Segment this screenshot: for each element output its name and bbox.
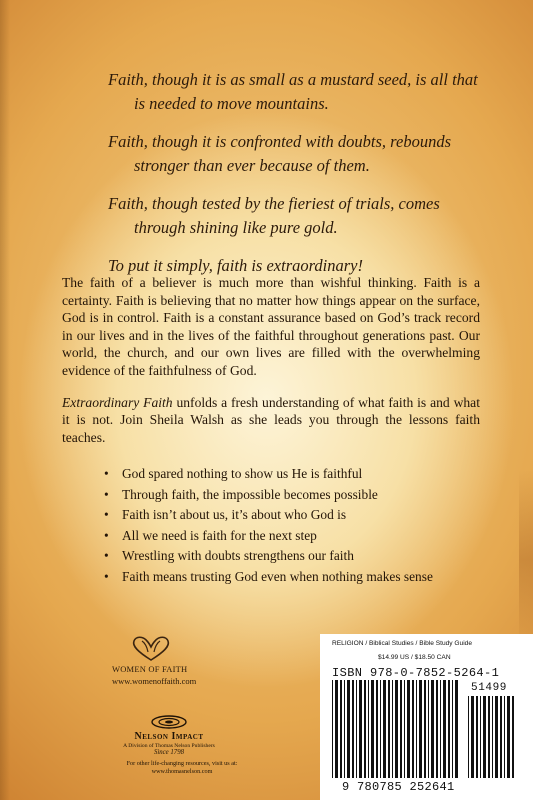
bullet-icon: • <box>104 568 109 584</box>
list-item-text: Wrestling with doubts strengthens our faith <box>122 548 354 563</box>
barcode-bar <box>424 680 426 778</box>
quote-2-line-2: stronger than ever because of them. <box>134 156 370 175</box>
publisher-brand <box>104 712 234 756</box>
barcode-bar <box>368 680 369 778</box>
barcode-addon-digits: 51499 <box>471 682 508 694</box>
barcode-bar <box>400 680 402 778</box>
barcode-bar <box>468 696 469 778</box>
description-paragraph-1: The faith of a believer is much more than wishful thinking. Faith is a certainty. Faith is believing that no matter how things appear on the surface, God is in control. Faith is a constant assurance based on God’s track record in our lives and in the lives of the faithful throughout generations past. Our world, the church, and our own lives are filled with the overwhelming evidence of the faithfulness of God. <box>62 275 480 378</box>
barcode-bar <box>344 680 345 778</box>
barcode-bar <box>340 680 342 778</box>
barcode-bar <box>507 696 510 778</box>
barcode-category: RELIGION / Biblical Studies / Bible Study Guide <box>332 640 472 647</box>
barcode-bar <box>431 680 434 778</box>
list-item-text: God spared nothing to show us He is faithful <box>122 466 363 481</box>
barcode-bar <box>495 696 498 778</box>
barcode-bar <box>419 680 422 778</box>
list-item-text: Faith means trusting God even when nothing makes sense <box>122 568 433 584</box>
publisher-since: Since 1798 <box>153 749 184 756</box>
quote-4-line-1: To put it simply, faith is extraordinary! <box>108 256 364 275</box>
barcode-bar <box>352 680 354 778</box>
barcode-bar <box>492 696 493 778</box>
barcode-price: $14.99 US / $18.50 CAN <box>378 654 451 661</box>
list-item <box>104 505 504 526</box>
bullet-list <box>104 464 504 587</box>
women-of-faith-name: WOMEN OF FAITH <box>112 664 188 674</box>
publisher-name: Nelson Impact <box>134 731 204 742</box>
barcode-bar <box>483 696 486 778</box>
nelson-impact-logo-icon <box>149 712 189 730</box>
barcode-bar <box>364 680 366 778</box>
barcode-bar <box>332 680 333 778</box>
barcode-bar <box>416 680 417 778</box>
list-item-text: Faith isn’t about us, it’s about who God is <box>122 507 347 522</box>
women-of-faith-logo-icon <box>128 633 174 663</box>
barcode-bar <box>356 680 357 778</box>
list-item <box>104 567 504 588</box>
barcode-bar <box>512 696 514 778</box>
women-of-faith-brand <box>112 633 222 674</box>
bullet-icon: • <box>104 486 109 502</box>
quote-1-line-1: Faith, though it is as small as a mustard seed, is all that <box>108 70 478 89</box>
other-resources-line-1: For other life-changing resources, visit us at: <box>126 760 238 767</box>
barcode-isbn: ISBN 978-0-7852-5264-1 <box>332 666 500 680</box>
barcode-bar <box>428 680 429 778</box>
barcode-bar <box>407 680 410 778</box>
barcode-bar <box>504 696 505 778</box>
barcode-panel <box>320 634 533 800</box>
publisher-division: A Division of Thomas Nelson Publishers <box>123 743 215 749</box>
barcode-main-bars <box>332 680 462 778</box>
quote-1-line-2: is needed to move mountains. <box>134 94 329 113</box>
barcode-bar <box>471 696 474 778</box>
bullet-icon: • <box>104 507 109 522</box>
bullet-icon: • <box>104 466 109 481</box>
barcode-bar <box>452 680 453 778</box>
barcode-bar <box>335 680 338 778</box>
barcode-bar <box>440 680 441 778</box>
barcode-bar <box>455 680 458 778</box>
list-item <box>104 485 504 506</box>
list-item <box>104 526 504 547</box>
quote-1 <box>108 68 508 116</box>
quotes-block <box>108 68 508 292</box>
barcode-bar <box>412 680 414 778</box>
barcode-bar <box>488 696 490 778</box>
barcode-bar <box>443 680 446 778</box>
description-paragraph-2 <box>62 394 480 447</box>
barcode-digits: 9 780785 252641 <box>342 780 455 794</box>
barcode-bar <box>500 696 502 778</box>
barcode-bar <box>436 680 438 778</box>
other-resources-url: www.thomasnelson.com <box>151 768 213 775</box>
bullet-icon: • <box>104 548 109 563</box>
quote-2 <box>108 130 508 178</box>
spine-shadow <box>0 0 10 800</box>
barcode-bar <box>476 696 478 778</box>
barcode-bar <box>376 680 378 778</box>
barcode-bar <box>371 680 374 778</box>
book-title: Extraordinary Faith <box>62 394 173 410</box>
barcode-bar <box>404 680 405 778</box>
barcode-bar <box>380 680 381 778</box>
other-resources <box>112 760 252 776</box>
barcode-bar <box>448 680 450 778</box>
barcode-bar <box>359 680 362 778</box>
barcode-bar <box>395 680 398 778</box>
barcode-bar <box>347 680 350 778</box>
quote-3-line-2: through shining like pure gold. <box>134 218 338 237</box>
description-paragraph-2-text: unfolds a fresh understanding of what faith is and what it is not. Join Sheila Walsh as she leads you through the lessons faith teaches. <box>62 394 480 445</box>
barcode-bar <box>388 680 390 778</box>
quote-3 <box>108 192 508 240</box>
list-item-text: Through faith, the impossible becomes possible <box>122 486 378 502</box>
list-item <box>104 546 504 567</box>
barcode-bar <box>480 696 481 778</box>
barcode-bar <box>383 680 386 778</box>
barcode-addon-bars <box>468 696 518 778</box>
edge-decoration <box>519 470 533 650</box>
list-item <box>104 464 504 485</box>
quote-3-line-1: Faith, though tested by the fieriest of trials, comes <box>108 194 440 213</box>
bullet-icon: • <box>104 527 109 543</box>
women-of-faith-url: www.womenoffaith.com <box>112 676 197 686</box>
list-item-text: All we need is faith for the next step <box>122 527 317 543</box>
quote-2-line-1: Faith, though it is confronted with doubts, rebounds <box>108 132 451 151</box>
barcode-bar <box>392 680 393 778</box>
description <box>62 274 480 460</box>
